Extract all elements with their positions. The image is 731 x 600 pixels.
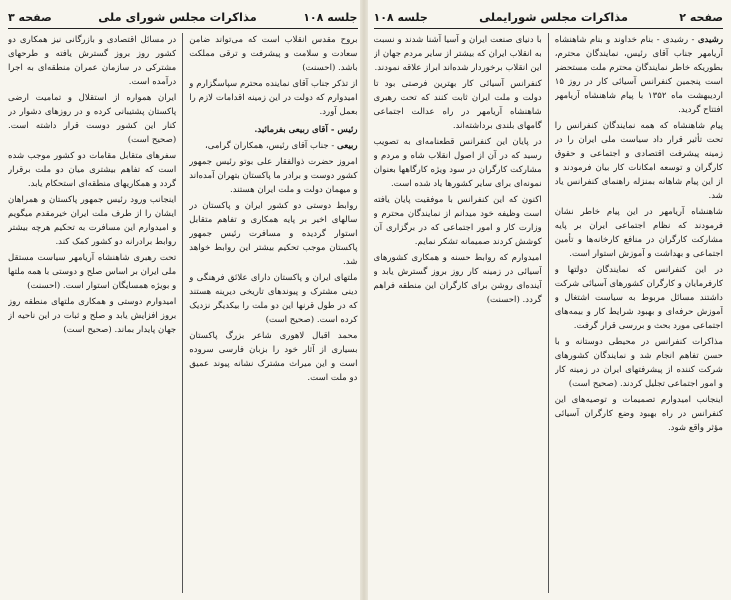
page-title: مذاکرات مجلس شورای ملی bbox=[98, 10, 257, 24]
paragraph: امیدوارم که روابط حسنه و همکاری کشورهای آسیائی در زمینه کار روز بروز گسترش یابد و آینده‌ای روشن برای کارگران این منطقه فراهم گردد. (احسنت) bbox=[373, 253, 542, 305]
column-divider bbox=[182, 33, 183, 593]
paragraph: رشیدی - رشیدی - بنام خداوند و بنام شاهنشاه آریامهر جناب آقای رئیس، نمایندگان محترم، بطوریکه خاطر نمایندگان محترم ملت مستحضر است پنجمین کنفرانس آسیائی کار در روز ۱۵ اردیبهشت ماه ۱۳۵۲ با پیام شاهنشاه آریامهر افتتاح گردید. bbox=[554, 35, 723, 115]
page-number: صفحه ۲ bbox=[679, 10, 723, 24]
paragraph: ربیعی - جناب آقای رئیس، همکاران گرامی، bbox=[204, 141, 358, 151]
page-number: صفحه ۳ bbox=[8, 10, 52, 24]
speaker-name: ربیعی bbox=[337, 141, 358, 151]
paragraph: شاهنشاه آریامهر در این پیام خاطر نشان فرمودند که نظام اجتماعی ایران بر پایه مشارکت کارگران در منافع کارخانه‌ها و تأمین اجتماعی و بهداشت و آموزش استوار است. bbox=[554, 207, 723, 259]
paragraph-text: رشیدی - بنام خداوند و بنام شاهنشاه آریامهر جناب آقای رئیس، نمایندگان محترم، بطوریکه خاطر نمایندگان محترم ملت مستحضر است پنجمین کنفرانس آسیائی کار در روز ۱۵ اردیبهشت ماه ۱۳۵۲ با پیام شاهنشاه آریامهر افتتاح گردید. bbox=[554, 35, 723, 115]
text-column-right bbox=[189, 33, 357, 593]
paragraph: ایران همواره از استقلال و تمامیت ارضی پاکستان پشتیبانی کرده و در روزهای دشوار در کنار این کشور دوست قرار داشته است. (صحیح است) bbox=[8, 93, 177, 145]
session-number: جلسه ۱۰۸ bbox=[303, 10, 358, 24]
paragraph: سفرهای متقابل مقامات دو کشور موجب شده است که تفاهم بیشتری میان دو ملت برقرار گردد و همکاریهای منطقه‌ای استحکام یابد. bbox=[8, 151, 177, 189]
speaker-name: رشیدی bbox=[697, 35, 723, 45]
paragraph: تحت رهبری شاهنشاه آریامهر سیاست مستقل ملی ایران بر اساس صلح و دوستی با همه ملتها و بویژه همسایگان استوار است. (احسنت) bbox=[8, 253, 177, 291]
page-header-left bbox=[8, 6, 358, 29]
paragraph: در این کنفرانس که نمایندگان دولتها و کارفرمایان و کارگران کشورهای آسیائی شرکت داشتند مسائل مربوط به سیاست اشتغال و آموزش حرفه‌ای و بهبود شرایط کار و بیمه‌های اجتماعی مورد بحث و بررسی قرار گرفت. bbox=[554, 265, 723, 331]
paragraph: بروح مقدس انقلاب است که می‌تواند ضامن سعادت و سلامت و پیشرفت و ترقی مملکت باشد. (احسنت) bbox=[189, 35, 358, 73]
text-column-left bbox=[8, 33, 176, 593]
page-right bbox=[370, 6, 728, 600]
paragraph: اینجانب امیدوارم تصمیمات و توصیه‌های این کنفرانس در راه بهبود وضع کارگران آسیائی مؤثر واقع شود. bbox=[554, 395, 723, 433]
paragraph: پیام شاهنشاه که همه نمایندگان کنفرانس را تحت تأثیر قرار داد سیاست ملی ایران را در زمینه پیشرفت اقتصادی و اجتماعی و حقوق کارگران و توسعه امکانات کار بیان فرمودند و از این پیام شاهانه بمنزله راهنمای کنفرانس یاد شد. bbox=[554, 121, 723, 201]
paragraph: اکنون که این کنفرانس با موفقیت پایان یافته است وظیفه خود میدانم از نمایندگان محترم و وزارت کار و امور اجتماعی که در برگزاری آن کوشش کردند صمیمانه تشکر نمایم. bbox=[373, 195, 542, 247]
column-divider bbox=[548, 33, 549, 593]
paragraph: اینجانب ورود رئیس جمهور پاکستان و همراهان ایشان را از طرف ملت ایران خیرمقدم میگویم و امیدوارم این مسافرت به تحکیم هرچه بیشتر روابط برادرانه دو کشور کمک کند. bbox=[8, 195, 177, 247]
session-number: جلسه ۱۰۸ bbox=[373, 10, 428, 24]
paragraph: ملتهای ایران و پاکستان دارای علائق فرهنگی و دینی مشترک و پیوندهای تاریخی دیرینه هستند که در طول قرنها این دو ملت را بیکدیگر نزدیک کرده است. (صحیح است) bbox=[189, 273, 358, 325]
paragraph-text: جناب آقای رئیس، همکاران گرامی، bbox=[204, 141, 329, 151]
paragraph: در پایان این کنفرانس قطعنامه‌ای به تصویب رسید که در آن از اصول انقلاب شاه و مردم و مشارکت کارگران در سود ویژه کارگاهها بعنوان نمونه‌ای برای سایر کشورها یاد شده است. bbox=[373, 137, 542, 189]
columns-right-page bbox=[374, 33, 724, 593]
paragraph: مذاکرات کنفرانس در محیطی دوستانه و با حسن تفاهم انجام شد و نمایندگان کشورهای شرکت کننده از پیشرفتهای ایران در زمینه کار و امور اجتماعی تجلیل کردند. (صحیح است) bbox=[554, 337, 723, 389]
page-header-right bbox=[374, 6, 724, 29]
text-column-left bbox=[374, 33, 542, 593]
paragraph: در مسائل اقتصادی و بازرگانی نیز همکاری دو کشور روز بروز گسترش یافته و طرحهای مشترکی در سازمان عمران منطقه‌ای به اجرا درآمده است. bbox=[8, 35, 177, 87]
page-title: مذاکرات مجلس شورایملی bbox=[479, 10, 628, 24]
text-column-right bbox=[555, 33, 723, 593]
paragraph: امیدوارم دوستی و همکاری ملتهای منطقه روز بروز افزایش یابد و صلح و ثبات در این ناحیه از جهان پایدار بماند. (صحیح است) bbox=[8, 297, 177, 335]
paragraph: با دنیای صنعت ایران و آسیا آشنا شدند و نسبت به انقلاب ایران که بیشتر از سایر مردم جهان از این انقلاب برخوردار شده‌اند ابراز علاقه نمودند. bbox=[373, 35, 542, 73]
section-heading: رئیس - آقای ربیعی بفرمائید. bbox=[254, 125, 358, 135]
columns-left-page bbox=[8, 33, 358, 593]
page-gutter bbox=[360, 0, 368, 600]
paragraph: محمد اقبال لاهوری شاعر بزرگ پاکستان بسیاری از آثار خود را بزبان فارسی سروده است و این میراث مشترک نشانه پیوند عمیق دو ملت است. bbox=[189, 331, 358, 383]
paragraph: روابط دوستی دو کشور ایران و پاکستان در سالهای اخیر بر پایه همکاری و تفاهم متقابل استوار گردیده و مسافرت رئیس جمهور پاکستان موجب تحکیم بیشتر این روابط خواهد شد. bbox=[189, 201, 358, 267]
paragraph: امروز حضرت ذوالفقار علی بوتو رئیس جمهور کشور دوست و برادر ما پاکستان بتهران آمده‌اند و میهمان دولت و ملت ایران هستند. bbox=[189, 157, 358, 195]
paragraph: از تذکر جناب آقای نماینده محترم سپاسگزارم و امیدوارم که دولت در این زمینه اقدامات لازم را بعمل آورد. bbox=[189, 79, 358, 117]
paragraph: کنفرانس آسیائی کار بهترین فرصتی بود تا دولت و ملت ایران ثابت کنند که تحت رهبری شاهنشاه آریامهر در راه عدالت اجتماعی گامهای بلندی برداشته‌اند. bbox=[373, 79, 542, 131]
page-left bbox=[4, 6, 362, 600]
